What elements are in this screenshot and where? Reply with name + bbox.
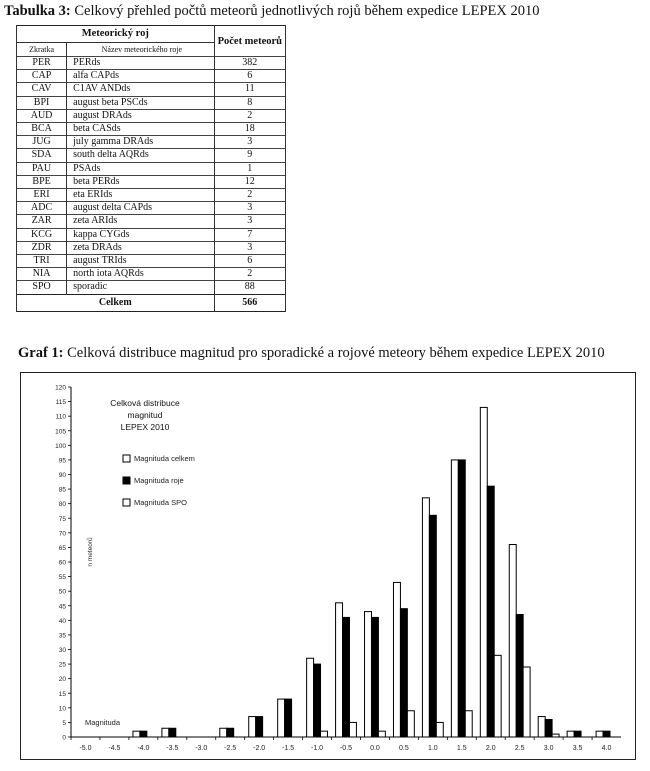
header-shower-name: Název meteorického roje	[67, 43, 214, 57]
y-tick-label: 90	[58, 472, 66, 479]
y-tick-label: 50	[58, 588, 66, 596]
shower-code: CAV	[17, 83, 67, 96]
shower-name: eta ERIds	[67, 189, 214, 202]
table-row	[17, 57, 286, 70]
y-tick-label: 40	[58, 617, 66, 625]
shower-code: BPI	[17, 96, 67, 109]
y-tick-label: 70	[58, 530, 66, 538]
shower-count: 12	[214, 175, 285, 188]
bar-magnituda-spo	[436, 722, 443, 737]
shower-code: JUG	[17, 136, 67, 149]
x-tick-label: 2.5	[514, 745, 525, 752]
bar-magnituda-spo	[378, 731, 385, 737]
shower-name: july gamma DRAds	[67, 136, 214, 149]
y-tick-label: 30	[58, 647, 66, 654]
meteor-shower-table	[16, 25, 286, 312]
x-tick-label: 3.0	[543, 745, 554, 752]
legend-swatch	[123, 499, 130, 506]
shower-code: SDA	[17, 149, 67, 162]
shower-name: beta CASds	[67, 123, 214, 136]
table-row	[17, 162, 286, 175]
table-row	[17, 96, 286, 109]
shower-count: 6	[214, 255, 285, 268]
bar-magnituda-roje	[371, 617, 378, 737]
shower-count: 11	[214, 83, 285, 96]
chart-caption-label: Graf 1:	[18, 345, 64, 361]
shower-name: august beta PSCds	[67, 96, 214, 109]
x-tick-label: -3.0	[195, 745, 208, 752]
legend-label: Magnituda roje	[134, 476, 184, 485]
shower-count: 2	[214, 189, 285, 202]
x-tick-label: -1.0	[311, 745, 324, 752]
x-tick-label: 4.0	[601, 745, 612, 752]
shower-code: KCG	[17, 228, 67, 241]
table-caption	[4, 3, 539, 20]
y-tick-label: 20	[58, 676, 66, 684]
x-tick-label: -0.5	[339, 745, 353, 752]
shower-code: BPE	[17, 175, 67, 188]
shower-count: 3	[214, 202, 285, 215]
bar-magnituda-roje	[400, 609, 407, 737]
y-tick-label: 60	[58, 559, 66, 567]
shower-count: 3	[214, 215, 285, 228]
shower-count: 2	[214, 109, 285, 122]
shower-name: PERds	[67, 57, 214, 70]
y-axis-label: n meteorů	[87, 537, 94, 567]
legend-swatch	[123, 477, 130, 484]
shower-name: alfa CAPds	[67, 70, 214, 83]
table-row	[17, 241, 286, 254]
bar-magnituda-roje	[256, 717, 263, 737]
x-tick-label: 2.0	[485, 745, 496, 752]
y-tick-label: 35	[58, 632, 66, 640]
bar-magnituda-celkem	[133, 731, 140, 737]
bar-magnituda-celkem	[422, 498, 429, 737]
bar-magnituda-celkem	[307, 658, 314, 737]
shower-code: TRI	[17, 255, 67, 268]
shower-name: zeta ARIds	[67, 215, 214, 228]
x-tick-label: 1.0	[427, 745, 438, 752]
header-code: Zkratka	[17, 43, 67, 57]
x-tick-label: 1.5	[456, 745, 467, 752]
x-tick-label: -2.0	[253, 745, 266, 752]
table-row	[17, 189, 286, 202]
bar-magnituda-roje	[545, 720, 552, 738]
shower-count: 88	[214, 281, 285, 294]
x-tick-label: -4.5	[108, 745, 121, 752]
y-tick-label: 65	[58, 544, 66, 552]
y-tick-label: 25	[58, 661, 66, 669]
shower-code: ZDR	[17, 241, 67, 254]
bar-magnituda-roje	[487, 486, 494, 737]
legend-label: Magnituda SPO	[134, 498, 187, 507]
y-tick-label: 15	[58, 690, 66, 698]
y-tick-label: 55	[58, 574, 66, 582]
table-total-row	[17, 294, 286, 311]
x-tick-label: -2.5	[224, 745, 237, 752]
bar-magnituda-roje	[285, 699, 292, 737]
shower-count: 8	[214, 96, 285, 109]
bar-magnituda-celkem	[336, 603, 343, 737]
table-row	[17, 136, 286, 149]
shower-count: 18	[214, 123, 285, 136]
shower-code: BCA	[17, 123, 67, 136]
bar-magnituda-spo	[321, 731, 328, 737]
bar-magnituda-celkem	[162, 728, 169, 737]
legend-label: Magnituda celkem	[134, 454, 195, 463]
header-meteor-count: Počet meteorů	[214, 26, 285, 57]
chart-title-line: Celková distribuce	[110, 398, 180, 408]
bar-magnituda-spo	[465, 711, 472, 737]
bar-magnituda-celkem	[538, 717, 545, 737]
shower-code: SPO	[17, 281, 67, 294]
shower-count: 2	[214, 268, 285, 281]
shower-name: north iota AQRds	[67, 268, 214, 281]
bar-magnituda-roje	[429, 515, 436, 737]
y-tick-label: 100	[55, 442, 66, 450]
y-tick-label: 75	[58, 515, 66, 523]
table-row	[17, 123, 286, 136]
table-row	[17, 281, 286, 294]
shower-name: zeta DRAds	[67, 241, 214, 254]
bar-magnituda-celkem	[220, 728, 227, 737]
bar-magnituda-roje	[169, 728, 176, 737]
bar-magnituda-spo	[349, 722, 356, 737]
bar-magnituda-spo	[494, 655, 501, 737]
total-value: 566	[214, 294, 285, 311]
legend-swatch	[123, 455, 130, 462]
y-tick-label: 120	[55, 384, 66, 392]
table-row	[17, 70, 286, 83]
table-row	[17, 149, 286, 162]
y-tick-label: 105	[55, 428, 66, 436]
chart-caption	[18, 345, 605, 362]
y-tick-label: 80	[58, 501, 66, 509]
bar-magnituda-roje	[516, 615, 523, 738]
chart-caption-text: Celková distribuce magnitud pro sporadické a rojové meteory během expedice LEPEX 2010	[63, 345, 605, 361]
shower-name: sporadic	[67, 281, 214, 294]
shower-code: PER	[17, 57, 67, 70]
table-row	[17, 202, 286, 215]
y-tick-label: 0	[62, 734, 66, 742]
shower-code: CAP	[17, 70, 67, 83]
y-tick-label: 10	[58, 705, 66, 713]
magnitude-distribution-chart	[21, 373, 635, 759]
magnitude-chart-frame	[20, 372, 636, 760]
shower-name: august TRIds	[67, 255, 214, 268]
x-axis-label: Magnituda	[85, 718, 121, 727]
bar-magnituda-spo	[407, 711, 414, 737]
bar-magnituda-roje	[343, 617, 350, 737]
y-tick-label: 115	[55, 399, 66, 407]
shower-name: august DRAds	[67, 109, 214, 122]
x-tick-label: -1.5	[282, 745, 295, 752]
shower-count: 3	[214, 241, 285, 254]
shower-count: 1	[214, 162, 285, 175]
bar-magnituda-roje	[603, 731, 610, 737]
shower-name: august delta CAPds	[67, 202, 214, 215]
header-meteor-shower: Meteorický roj	[17, 26, 215, 43]
bar-magnituda-spo	[523, 667, 530, 737]
chart-title-line: magnitud	[127, 410, 163, 420]
x-tick-label: -5.0	[79, 745, 92, 752]
shower-name: beta PERds	[67, 175, 214, 188]
chart-title-line: LEPEX 2010	[120, 422, 170, 432]
y-tick-label: 45	[58, 603, 66, 611]
table-row	[17, 268, 286, 281]
bar-magnituda-celkem	[451, 460, 458, 737]
x-tick-label: 3.5	[572, 745, 583, 752]
shower-code: PAU	[17, 162, 67, 175]
table-row	[17, 175, 286, 188]
shower-code: ERI	[17, 189, 67, 202]
bar-magnituda-roje	[574, 731, 581, 737]
y-tick-label: 110	[55, 413, 66, 421]
x-tick-label: -3.5	[166, 745, 179, 752]
bar-magnituda-celkem	[567, 731, 574, 737]
shower-code: ADC	[17, 202, 67, 215]
table-row	[17, 83, 286, 96]
total-label: Celkem	[17, 294, 215, 311]
table-row	[17, 255, 286, 268]
x-tick-label: 0.0	[370, 745, 380, 752]
table-caption-label: Tabulka 3:	[4, 3, 71, 19]
x-tick-label: 0.5	[399, 745, 409, 752]
shower-count: 382	[214, 57, 285, 70]
shower-name: C1AV ANDds	[67, 83, 214, 96]
table-row	[17, 215, 286, 228]
shower-count: 3	[214, 136, 285, 149]
bar-magnituda-celkem	[278, 699, 285, 737]
bar-magnituda-celkem	[393, 582, 400, 737]
table-caption-text: Celkový přehled počtů meteorů jednotlivých rojů během expedice LEPEX 2010	[70, 3, 540, 19]
table-row	[17, 109, 286, 122]
shower-code: NIA	[17, 268, 67, 281]
x-tick-label: -4.0	[137, 745, 150, 752]
y-tick-label: 95	[58, 457, 66, 465]
bar-magnituda-celkem	[480, 407, 487, 737]
bar-magnituda-roje	[227, 728, 234, 737]
shower-code: ZAR	[17, 215, 67, 228]
bar-magnituda-spo	[552, 734, 559, 737]
shower-name: PSAds	[67, 162, 214, 175]
shower-count: 7	[214, 228, 285, 241]
shower-name: south delta AQRds	[67, 149, 214, 162]
y-tick-label: 5	[62, 719, 66, 727]
bar-magnituda-roje	[140, 731, 147, 737]
bar-magnituda-celkem	[365, 612, 372, 737]
shower-count: 9	[214, 149, 285, 162]
table-row	[17, 228, 286, 241]
shower-count: 6	[214, 70, 285, 83]
bar-magnituda-roje	[314, 664, 321, 737]
bar-magnituda-celkem	[249, 717, 256, 737]
shower-name: kappa CYGds	[67, 228, 214, 241]
y-tick-label: 85	[58, 486, 66, 494]
bar-magnituda-celkem	[596, 731, 603, 737]
shower-code: AUD	[17, 109, 67, 122]
bar-magnituda-roje	[458, 460, 465, 737]
bar-magnituda-celkem	[509, 545, 516, 738]
